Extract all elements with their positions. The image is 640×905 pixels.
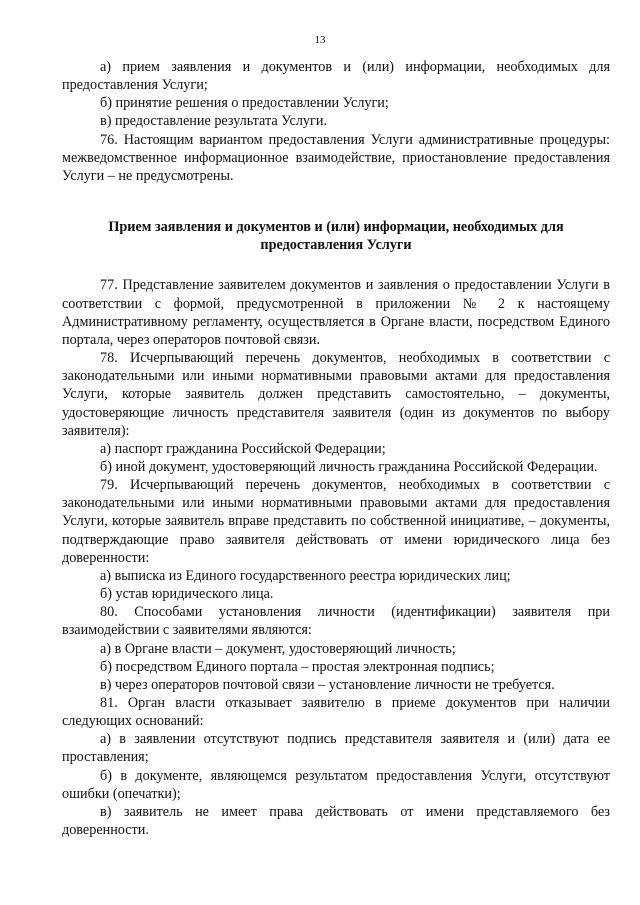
list-item-81-a: а) в заявлении отсутствуют подпись представителя заявителя и (или) дата ее проставления; — [62, 731, 610, 766]
page-number: 13 — [314, 34, 326, 46]
paragraph-step-b: б) принятие решения о предоставлении Услуги; — [100, 95, 389, 112]
list-item-81-b: б) в документе, являющемся результатом предоставления Услуги, отсутствуют ошибки (опечатки); — [62, 767, 610, 802]
list-item-78-a: а) паспорт гражданина Российской Федерации; — [100, 440, 386, 457]
list-item-80-b: б) посредством Единого портала – простая электронная подпись; — [100, 658, 495, 675]
paragraph-78: 78. Исчерпывающий перечень документов, необходимых в соответствии с законодательными или иными нормативными правовыми актами для предоставления Услуги, которые заявитель должен представить самостоятельно, – документы, удостоверяющие личность представителя заявителя (один из документов по выбору заявителя): — [62, 350, 610, 439]
paragraph-80: 80. Способами установления личности (идентификации) заявителя при взаимодействии с заявителями являются: — [62, 604, 610, 639]
list-item-79-b: б) устав юридического лица. — [100, 586, 274, 603]
list-item-81-c: в) заявитель не имеет права действовать от имени представляемого без доверенности. — [62, 803, 610, 839]
paragraph-step-a: а) прием заявления и документов и (или) информации, необходимых для предоставления Услуги; — [62, 59, 610, 94]
list-item-80-c: в) через операторов почтовой связи – установление личности не требуется. — [100, 676, 555, 693]
paragraph-81: 81. Орган власти отказывает заявителю в приеме документов при наличии следующих оснований: — [62, 695, 610, 730]
list-item-80-a: а) в Органе власти – документ, удостоверяющий личность; — [100, 640, 456, 657]
list-item-78-b: б) иной документ, удостоверяющий личность гражданина Российской Федерации. — [100, 458, 598, 475]
list-item-79-a: а) выписка из Единого государственного реестра юридических лиц; — [100, 567, 511, 584]
paragraph-76: 76. Настоящим вариантом предоставления Услуги административные процедуры: межведомственное информационное взаимодействие, приостановление предоставления Услуги – не предусмотрены. — [62, 131, 610, 184]
paragraph-step-c: в) предоставление результата Услуги. — [100, 113, 327, 130]
section-heading: Прием заявления и документов и (или) информации, необходимых для предоставления Услуги — [108, 219, 564, 254]
paragraph-77: 77. Представление заявителем документов и заявления о предоставлении Услуги в соответствии с формой, предусмотренной в приложении № 2 к настоящему Административному регламенту, осуществляется в Органе власти, посредством Единого портала, через операторов почтовой связи. — [62, 277, 610, 348]
paragraph-79: 79. Исчерпывающий перечень документов, необходимых в соответствии с законодательными или иными нормативными правовыми актами для предоставления Услуги, которые заявитель вправе представить по собственной инициативе, – документы, подтверждающие право заявителя действовать от имени юридического лица без доверенности: — [62, 477, 610, 566]
document-body — [62, 58, 610, 839]
